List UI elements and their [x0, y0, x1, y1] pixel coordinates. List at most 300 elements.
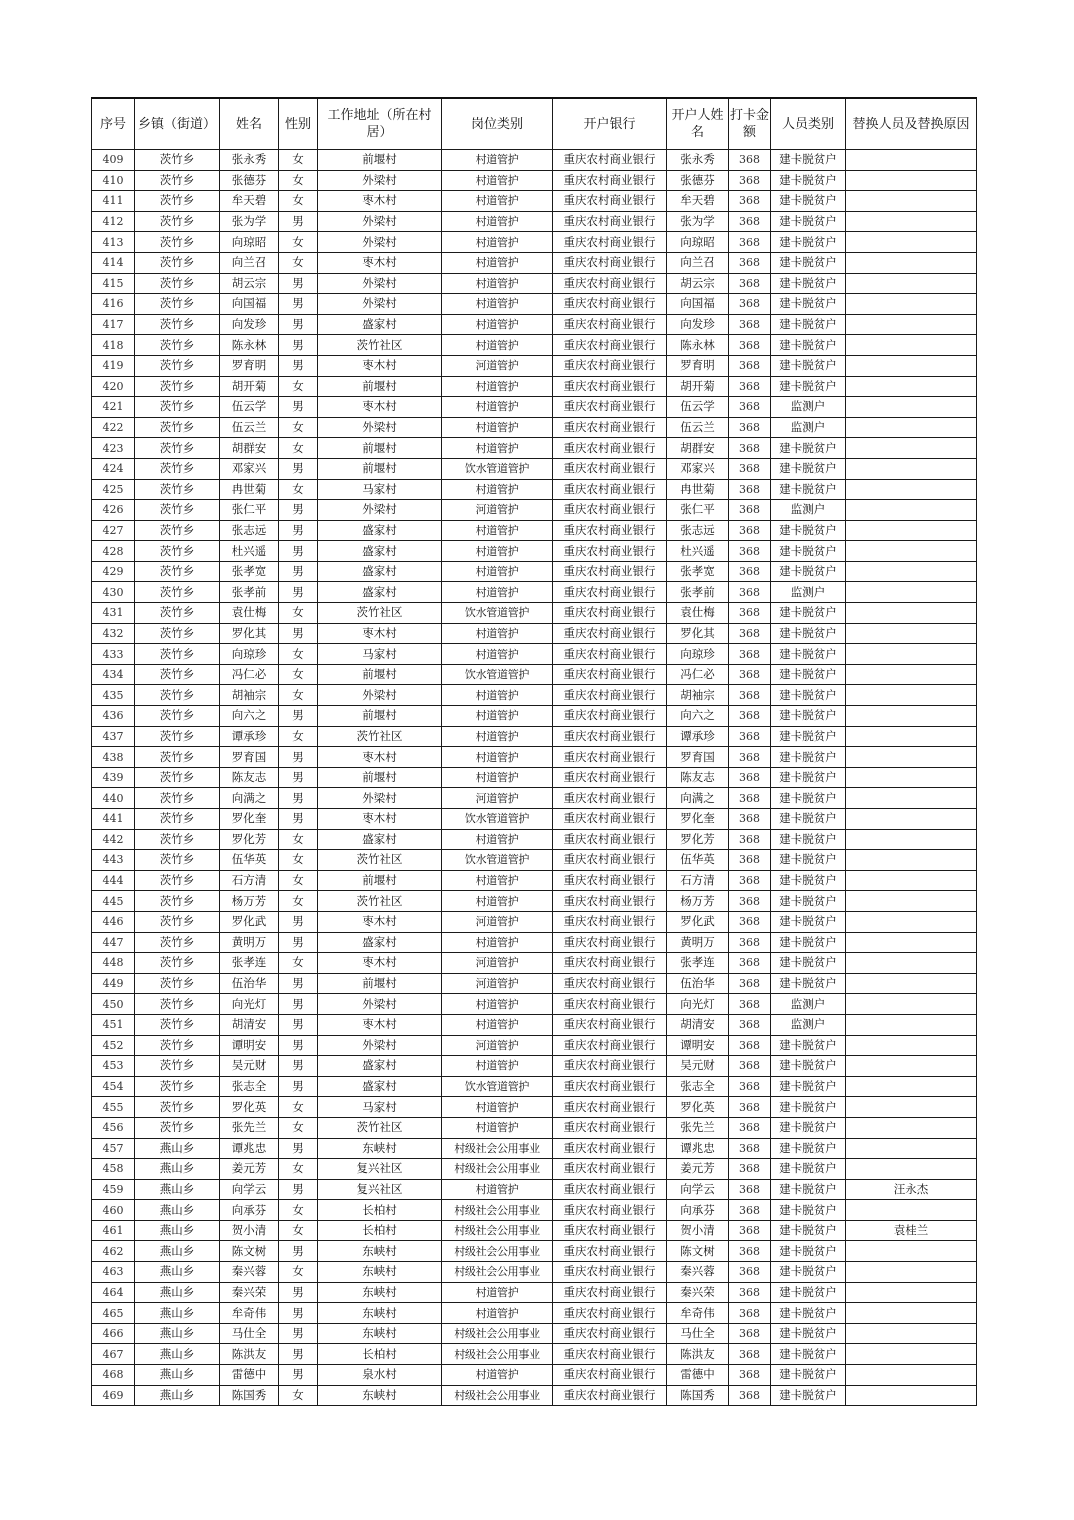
cell-index: 427	[92, 520, 135, 541]
cell-gender: 女	[279, 1159, 318, 1180]
cell-amount: 368	[729, 1138, 771, 1159]
cell-name: 向兰召	[220, 252, 279, 273]
cell-gender: 男	[279, 1282, 318, 1303]
cell-gender: 女	[279, 376, 318, 397]
cell-name: 罗育国	[220, 747, 279, 768]
cell-township: 茨竹乡	[135, 685, 220, 706]
cell-name: 雷德中	[220, 1365, 279, 1386]
table-row	[92, 1220, 977, 1241]
cell-account-holder: 伍治华	[667, 973, 729, 994]
cell-replacement	[846, 1014, 977, 1035]
cell-name: 罗化奎	[220, 809, 279, 830]
cell-amount: 368	[729, 1076, 771, 1097]
cell-index: 413	[92, 232, 135, 253]
cell-replacement	[846, 294, 977, 315]
cell-work-address: 盛家村	[318, 561, 442, 582]
cell-work-address: 盛家村	[318, 1056, 442, 1077]
cell-amount: 368	[729, 479, 771, 500]
cell-index: 439	[92, 767, 135, 788]
cell-name: 牟奇伟	[220, 1303, 279, 1324]
cell-account-holder: 向琼昭	[667, 232, 729, 253]
cell-person-category: 建卡脱贫户	[771, 1262, 846, 1283]
cell-post-type: 村道管护	[442, 1117, 553, 1138]
cell-gender: 女	[279, 150, 318, 171]
table-row	[92, 932, 977, 953]
cell-gender: 女	[279, 664, 318, 685]
cell-post-type: 村道管护	[442, 191, 553, 212]
cell-amount: 368	[729, 603, 771, 624]
cell-post-type: 村道管护	[442, 335, 553, 356]
cell-person-category: 建卡脱贫户	[771, 376, 846, 397]
cell-bank: 重庆农村商业银行	[553, 397, 667, 418]
table-row	[92, 973, 977, 994]
cell-bank: 重庆农村商业银行	[553, 1200, 667, 1221]
cell-post-type: 村道管护	[442, 314, 553, 335]
cell-person-category: 建卡脱贫户	[771, 1344, 846, 1365]
cell-name: 罗化其	[220, 623, 279, 644]
cell-replacement	[846, 1097, 977, 1118]
cell-township: 茨竹乡	[135, 706, 220, 727]
cell-index: 456	[92, 1117, 135, 1138]
cell-replacement	[846, 1117, 977, 1138]
cell-person-category: 建卡脱贫户	[771, 706, 846, 727]
cell-bank: 重庆农村商业银行	[553, 1097, 667, 1118]
cell-amount: 368	[729, 829, 771, 850]
cell-township: 茨竹乡	[135, 417, 220, 438]
cell-post-type: 饮水管道管护	[442, 458, 553, 479]
cell-index: 451	[92, 1014, 135, 1035]
cell-post-type: 河道管护	[442, 355, 553, 376]
cell-work-address: 前堰村	[318, 438, 442, 459]
cell-bank: 重庆农村商业银行	[553, 1385, 667, 1406]
cell-work-address: 枣木村	[318, 623, 442, 644]
cell-account-holder: 罗化奎	[667, 809, 729, 830]
cell-post-type: 河道管护	[442, 500, 553, 521]
cell-work-address: 枣木村	[318, 252, 442, 273]
cell-gender: 男	[279, 211, 318, 232]
table-row	[92, 664, 977, 685]
cell-post-type: 村道管护	[442, 232, 553, 253]
cell-post-type: 河道管护	[442, 953, 553, 974]
cell-replacement	[846, 191, 977, 212]
cell-name: 杜兴遥	[220, 541, 279, 562]
cell-work-address: 盛家村	[318, 541, 442, 562]
cell-bank: 重庆农村商业银行	[553, 706, 667, 727]
cell-account-holder: 胡清安	[667, 1014, 729, 1035]
cell-replacement	[846, 1035, 977, 1056]
cell-post-type: 村道管护	[442, 623, 553, 644]
cell-post-type: 村道管护	[442, 211, 553, 232]
cell-gender: 男	[279, 809, 318, 830]
cell-name: 张永秀	[220, 150, 279, 171]
cell-person-category: 监测户	[771, 582, 846, 603]
cell-amount: 368	[729, 458, 771, 479]
cell-person-category: 建卡脱贫户	[771, 1241, 846, 1262]
cell-township: 茨竹乡	[135, 850, 220, 871]
cell-person-category: 建卡脱贫户	[771, 1076, 846, 1097]
cell-person-category: 监测户	[771, 1014, 846, 1035]
table-row	[92, 150, 977, 171]
cell-account-holder: 向承芬	[667, 1200, 729, 1221]
table-row	[92, 994, 977, 1015]
cell-account-holder: 张志全	[667, 1076, 729, 1097]
cell-account-holder: 张孝前	[667, 582, 729, 603]
cell-township: 茨竹乡	[135, 191, 220, 212]
cell-person-category: 建卡脱贫户	[771, 932, 846, 953]
cell-post-type: 村道管护	[442, 582, 553, 603]
table-row	[92, 479, 977, 500]
cell-amount: 368	[729, 1097, 771, 1118]
cell-amount: 368	[729, 623, 771, 644]
cell-replacement	[846, 397, 977, 418]
cell-township: 燕山乡	[135, 1179, 220, 1200]
cell-person-category: 建卡脱贫户	[771, 335, 846, 356]
cell-bank: 重庆农村商业银行	[553, 685, 667, 706]
cell-township: 茨竹乡	[135, 355, 220, 376]
cell-gender: 女	[279, 891, 318, 912]
cell-name: 伍云兰	[220, 417, 279, 438]
cell-work-address: 盛家村	[318, 520, 442, 541]
cell-work-address: 长柏村	[318, 1344, 442, 1365]
header-post-type: 岗位类别	[442, 98, 553, 150]
cell-account-holder: 罗育明	[667, 355, 729, 376]
cell-person-category: 建卡脱贫户	[771, 1385, 846, 1406]
cell-person-category: 建卡脱贫户	[771, 314, 846, 335]
cell-bank: 重庆农村商业银行	[553, 1076, 667, 1097]
cell-person-category: 建卡脱贫户	[771, 1159, 846, 1180]
cell-index: 431	[92, 603, 135, 624]
cell-township: 茨竹乡	[135, 1035, 220, 1056]
cell-amount: 368	[729, 747, 771, 768]
cell-account-holder: 谭承珍	[667, 726, 729, 747]
cell-post-type: 村道管护	[442, 1365, 553, 1386]
cell-amount: 368	[729, 1282, 771, 1303]
cell-post-type: 村道管护	[442, 170, 553, 191]
cell-bank: 重庆农村商业银行	[553, 1323, 667, 1344]
cell-replacement	[846, 1282, 977, 1303]
cell-bank: 重庆农村商业银行	[553, 1344, 667, 1365]
cell-name: 向琼珍	[220, 644, 279, 665]
cell-post-type: 村道管护	[442, 747, 553, 768]
cell-account-holder: 伍云兰	[667, 417, 729, 438]
table-row	[92, 726, 977, 747]
cell-post-type: 村道管护	[442, 252, 553, 273]
cell-township: 茨竹乡	[135, 664, 220, 685]
cell-replacement	[846, 747, 977, 768]
cell-person-category: 建卡脱贫户	[771, 664, 846, 685]
cell-gender: 男	[279, 1138, 318, 1159]
cell-post-type: 河道管护	[442, 973, 553, 994]
cell-replacement	[846, 788, 977, 809]
cell-replacement	[846, 623, 977, 644]
cell-gender: 男	[279, 767, 318, 788]
cell-amount: 368	[729, 1241, 771, 1262]
cell-gender: 女	[279, 232, 318, 253]
cell-township: 燕山乡	[135, 1220, 220, 1241]
cell-replacement	[846, 685, 977, 706]
table-row	[92, 603, 977, 624]
table-row	[92, 747, 977, 768]
cell-index: 435	[92, 685, 135, 706]
cell-account-holder: 黄明万	[667, 932, 729, 953]
cell-bank: 重庆农村商业银行	[553, 438, 667, 459]
cell-index: 458	[92, 1159, 135, 1180]
table-row	[92, 911, 977, 932]
cell-index: 430	[92, 582, 135, 603]
cell-account-holder: 张孝宽	[667, 561, 729, 582]
cell-amount: 368	[729, 809, 771, 830]
table-row	[92, 1035, 977, 1056]
cell-person-category: 建卡脱贫户	[771, 561, 846, 582]
cell-gender: 女	[279, 1385, 318, 1406]
cell-index: 412	[92, 211, 135, 232]
cell-index: 416	[92, 294, 135, 315]
cell-amount: 368	[729, 706, 771, 727]
cell-account-holder: 谭兆忠	[667, 1138, 729, 1159]
cell-replacement	[846, 479, 977, 500]
cell-post-type: 饮水管道管护	[442, 1076, 553, 1097]
cell-gender: 男	[279, 458, 318, 479]
cell-township: 燕山乡	[135, 1344, 220, 1365]
cell-bank: 重庆农村商业银行	[553, 355, 667, 376]
cell-index: 445	[92, 891, 135, 912]
cell-township: 茨竹乡	[135, 932, 220, 953]
cell-gender: 男	[279, 1035, 318, 1056]
cell-person-category: 建卡脱贫户	[771, 623, 846, 644]
cell-amount: 368	[729, 561, 771, 582]
cell-work-address: 外梁村	[318, 211, 442, 232]
cell-amount: 368	[729, 644, 771, 665]
cell-township: 茨竹乡	[135, 335, 220, 356]
cell-work-address: 东峡村	[318, 1241, 442, 1262]
cell-post-type: 村道管护	[442, 376, 553, 397]
cell-name: 谭兆忠	[220, 1138, 279, 1159]
cell-work-address: 盛家村	[318, 932, 442, 953]
cell-name: 伍华英	[220, 850, 279, 871]
cell-person-category: 建卡脱贫户	[771, 809, 846, 830]
cell-person-category: 监测户	[771, 397, 846, 418]
cell-name: 张孝连	[220, 953, 279, 974]
table-row	[92, 397, 977, 418]
table-row	[92, 1303, 977, 1324]
cell-index: 459	[92, 1179, 135, 1200]
cell-amount: 368	[729, 1365, 771, 1386]
cell-index: 454	[92, 1076, 135, 1097]
cell-person-category: 建卡脱贫户	[771, 150, 846, 171]
cell-gender: 女	[279, 438, 318, 459]
header-index: 序号	[92, 98, 135, 150]
cell-index: 467	[92, 1344, 135, 1365]
cell-replacement	[846, 417, 977, 438]
cell-name: 冯仁必	[220, 664, 279, 685]
cell-bank: 重庆农村商业银行	[553, 150, 667, 171]
cell-post-type: 村道管护	[442, 294, 553, 315]
cell-index: 440	[92, 788, 135, 809]
cell-index: 417	[92, 314, 135, 335]
cell-township: 茨竹乡	[135, 376, 220, 397]
table-row	[92, 1117, 977, 1138]
table-row	[92, 273, 977, 294]
cell-index: 457	[92, 1138, 135, 1159]
cell-person-category: 建卡脱贫户	[771, 911, 846, 932]
cell-gender: 男	[279, 541, 318, 562]
cell-work-address: 茨竹社区	[318, 726, 442, 747]
cell-post-type: 饮水管道管护	[442, 603, 553, 624]
cell-name: 谭明安	[220, 1035, 279, 1056]
cell-index: 442	[92, 829, 135, 850]
cell-bank: 重庆农村商业银行	[553, 932, 667, 953]
table-row	[92, 1159, 977, 1180]
table-row	[92, 850, 977, 871]
cell-index: 446	[92, 911, 135, 932]
cell-name: 杨万芳	[220, 891, 279, 912]
cell-work-address: 枣木村	[318, 911, 442, 932]
cell-person-category: 建卡脱贫户	[771, 294, 846, 315]
cell-name: 陈文树	[220, 1241, 279, 1262]
cell-township: 茨竹乡	[135, 788, 220, 809]
cell-bank: 重庆农村商业银行	[553, 1179, 667, 1200]
cell-name: 秦兴蓉	[220, 1262, 279, 1283]
cell-work-address: 前堰村	[318, 706, 442, 727]
cell-replacement	[846, 1076, 977, 1097]
table-row	[92, 582, 977, 603]
cell-township: 燕山乡	[135, 1138, 220, 1159]
cell-account-holder: 向六之	[667, 706, 729, 727]
cell-work-address: 外梁村	[318, 170, 442, 191]
cell-index: 460	[92, 1200, 135, 1221]
cell-index: 449	[92, 973, 135, 994]
cell-bank: 重庆农村商业银行	[553, 582, 667, 603]
cell-bank: 重庆农村商业银行	[553, 232, 667, 253]
cell-amount: 368	[729, 500, 771, 521]
cell-account-holder: 贺小清	[667, 1220, 729, 1241]
table-row	[92, 232, 977, 253]
cell-gender: 女	[279, 829, 318, 850]
cell-name: 张志远	[220, 520, 279, 541]
cell-replacement	[846, 211, 977, 232]
cell-amount: 368	[729, 850, 771, 871]
cell-name: 张孝宽	[220, 561, 279, 582]
table-row	[92, 191, 977, 212]
table-row	[92, 211, 977, 232]
cell-post-type: 饮水管道管护	[442, 850, 553, 871]
cell-gender: 男	[279, 1365, 318, 1386]
cell-township: 茨竹乡	[135, 541, 220, 562]
cell-gender: 女	[279, 953, 318, 974]
cell-work-address: 枣木村	[318, 953, 442, 974]
cell-person-category: 建卡脱贫户	[771, 603, 846, 624]
cell-gender: 男	[279, 335, 318, 356]
cell-work-address: 东峡村	[318, 1385, 442, 1406]
cell-account-holder: 胡袖宗	[667, 685, 729, 706]
cell-gender: 男	[279, 1076, 318, 1097]
cell-post-type: 村级社会公用事业	[442, 1159, 553, 1180]
table-row	[92, 1262, 977, 1283]
cell-replacement	[846, 767, 977, 788]
cell-gender: 男	[279, 273, 318, 294]
cell-post-type: 村道管护	[442, 706, 553, 727]
cell-person-category: 建卡脱贫户	[771, 1035, 846, 1056]
cell-index: 448	[92, 953, 135, 974]
cell-township: 茨竹乡	[135, 314, 220, 335]
cell-bank: 重庆农村商业银行	[553, 603, 667, 624]
cell-gender: 女	[279, 850, 318, 871]
cell-post-type: 村道管护	[442, 685, 553, 706]
cell-gender: 男	[279, 294, 318, 315]
cell-work-address: 前堰村	[318, 767, 442, 788]
cell-bank: 重庆农村商业银行	[553, 1117, 667, 1138]
cell-account-holder: 向光灯	[667, 994, 729, 1015]
cell-replacement	[846, 273, 977, 294]
cell-replacement	[846, 664, 977, 685]
cell-name: 罗化武	[220, 911, 279, 932]
cell-replacement	[846, 1241, 977, 1262]
cell-name: 邓家兴	[220, 458, 279, 479]
cell-post-type: 村道管护	[442, 397, 553, 418]
cell-work-address: 长柏村	[318, 1220, 442, 1241]
cell-replacement	[846, 973, 977, 994]
cell-replacement	[846, 1323, 977, 1344]
cell-replacement	[846, 726, 977, 747]
cell-index: 428	[92, 541, 135, 562]
cell-name: 罗化芳	[220, 829, 279, 850]
cell-account-holder: 向兰召	[667, 252, 729, 273]
cell-account-holder: 胡群安	[667, 438, 729, 459]
cell-township: 茨竹乡	[135, 1097, 220, 1118]
cell-replacement	[846, 314, 977, 335]
table-row	[92, 1138, 977, 1159]
cell-post-type: 村级社会公用事业	[442, 1241, 553, 1262]
cell-gender: 男	[279, 623, 318, 644]
cell-amount: 368	[729, 417, 771, 438]
cell-person-category: 建卡脱贫户	[771, 252, 846, 273]
cell-name: 陈国秀	[220, 1385, 279, 1406]
cell-account-holder: 向学云	[667, 1179, 729, 1200]
cell-person-category: 建卡脱贫户	[771, 1097, 846, 1118]
cell-township: 茨竹乡	[135, 150, 220, 171]
cell-township: 茨竹乡	[135, 273, 220, 294]
cell-bank: 重庆农村商业银行	[553, 809, 667, 830]
cell-name: 胡清安	[220, 1014, 279, 1035]
cell-gender: 女	[279, 1117, 318, 1138]
cell-index: 432	[92, 623, 135, 644]
table-row	[92, 541, 977, 562]
cell-township: 茨竹乡	[135, 170, 220, 191]
cell-person-category: 建卡脱贫户	[771, 191, 846, 212]
cell-gender: 男	[279, 1179, 318, 1200]
cell-bank: 重庆农村商业银行	[553, 191, 667, 212]
cell-amount: 368	[729, 335, 771, 356]
cell-replacement	[846, 870, 977, 891]
cell-work-address: 枣木村	[318, 809, 442, 830]
cell-person-category: 建卡脱贫户	[771, 1200, 846, 1221]
cell-name: 张德芬	[220, 170, 279, 191]
cell-township: 茨竹乡	[135, 623, 220, 644]
cell-post-type: 村级社会公用事业	[442, 1220, 553, 1241]
cell-amount: 368	[729, 232, 771, 253]
cell-township: 茨竹乡	[135, 561, 220, 582]
cell-index: 447	[92, 932, 135, 953]
table-row	[92, 561, 977, 582]
table-row	[92, 767, 977, 788]
cell-name: 向琼昭	[220, 232, 279, 253]
cell-replacement	[846, 1344, 977, 1365]
cell-amount: 368	[729, 932, 771, 953]
cell-work-address: 马家村	[318, 644, 442, 665]
cell-name: 伍云学	[220, 397, 279, 418]
cell-bank: 重庆农村商业银行	[553, 479, 667, 500]
cell-bank: 重庆农村商业银行	[553, 870, 667, 891]
